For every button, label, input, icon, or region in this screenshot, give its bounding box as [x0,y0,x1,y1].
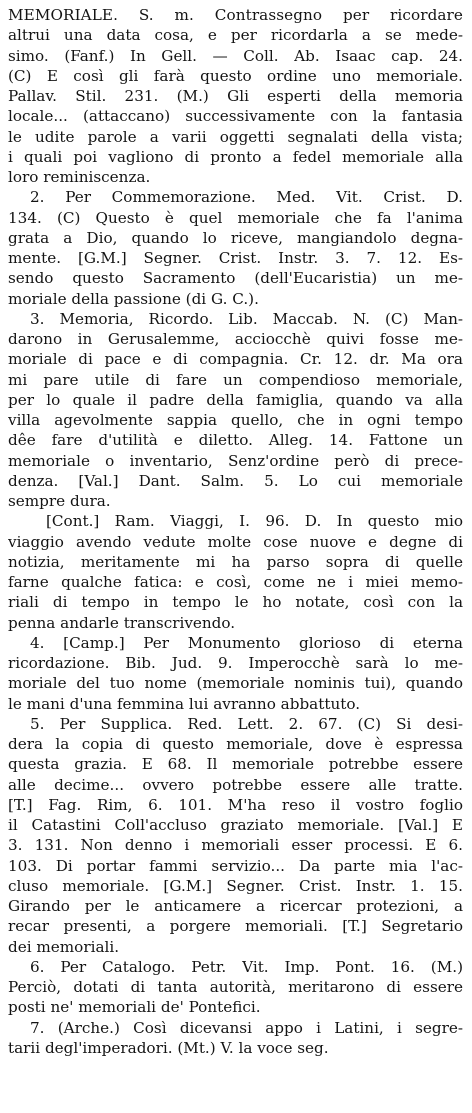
text-line: moriale di pace e di compagnia. Cr. 12. dr. Ma ora [8,350,463,369]
text-line: 3. 131. Non denno i memoriali esser processi. E 6. [8,836,463,855]
sense-4-line: 4. [Camp.] Per Monumento glorioso di eterna [30,633,463,652]
text-line: 134. (C) Questo è quel memoriale che fa l'anima [8,208,463,227]
text-line: 103. Di portar fammi servizio... Da parte mia l'ac- [8,856,463,875]
text-line: farne qualche fatica: e così, come ne i miei memo- [8,573,463,591]
text-line: darono in Gerusalemme, acciocchè quivi fosse me- [8,330,463,348]
sense-7-line: 7. (Arche.) Così dicevansi appo i Latini, i segre- [30,1018,463,1037]
text-line: memoriale o inventario, Senz'ordine però di prece- [8,451,463,470]
text-line: sempre dura. [8,492,111,510]
text-line: recar presenti, a porgere memoriali. [T.] Segretario [8,917,463,936]
text-line: i quali poi vagliono di pronto a fedel memoriale alla [8,147,463,166]
text-line: ricordazione. Bib. Jud. 9. Imperocchè sarà lo me- [8,654,463,672]
text-line: mi pare utile di fare un compendioso memoriale, [8,370,463,389]
text-line: viaggio avendo vedute molte cose nuove e degne di [8,532,463,551]
text-line: posti ne' memoriali de' Pontefici. [8,998,261,1017]
text-line: sendo questo Sacramento (dell'Eucaristia) un me- [8,269,463,288]
text-line: alle decime... ovvero potrebbe essere alle tratte. [8,775,463,794]
entry-headword-line: MEMORIALE. S. m. Contrassegno per ricordare [8,6,463,24]
text-line: le mani d'una femmina lui avranno abbattuto. [8,694,361,713]
text-line: altrui una data cosa, e per ricordarla a se mede- [8,26,463,45]
text-line: questa grazia. E 68. Il memoriale potrebbe essere [8,755,463,774]
text-line: Girando per le anticamere a ricercar protezioni, a [8,897,463,915]
text-line: Perciò, dotati di tanta autorità, meritarono di essere [8,978,463,996]
text-line: (C) E così gli farà questo ordine uno memoriale. [8,66,463,85]
text-line: dei memoriali. [8,937,120,956]
text-line: notizia, meritamente mi ha parso sopra di quelle [8,552,463,571]
text-line: grata a Dio, quando lo riceve, mangiandolo degna- [8,228,463,247]
text-line: loro reminiscenza. [8,168,151,186]
text-line: [T.] Fag. Rim, 6. 101. M'ha reso il vostro foglio [8,795,463,814]
text-line: locale... (attaccano) successivamente con la fantasia [8,107,463,126]
text-line: denza. [Val.] Dant. Salm. 5. Lo cui memoriale [8,471,463,490]
sense-5-line: 5. Per Supplica. Red. Lett. 2. 67. (C) Si desi- [30,714,463,733]
text-line: mente. [G.M.] Segner. Crist. Instr. 3. 7. 12. Es- [8,249,463,267]
text-line: villa agevolmente sappia quello, che in ogni tempo [8,411,463,429]
sense-2-line: 2. Per Commemorazione. Med. Vit. Crist. D. [30,188,463,207]
sense-6-line: 6. Per Catalogo. Petr. Vit. Imp. Pont. 16. (M.) [30,957,463,976]
text-line: tarii degl'imperadori. (Mt.) V. la voce seg. [8,1038,329,1057]
text-line: dêe fare d'utilità e diletto. Alleg. 14. Fattone un [8,431,463,450]
text-line: cluso memoriale. [G.M.] Segner. Crist. Instr. 1. 15. [8,876,463,895]
text-line: penna andarle transcrivendo. [8,613,236,632]
text-line: le udite parole a varii oggetti segnalati della vista; [8,127,463,146]
cont-line: [Cont.] Ram. Viaggi, I. 96. D. In questo mio [46,512,463,531]
text-line: riali di tempo in tempo le ho notate, così con la [8,593,463,612]
sense-3-line: 3. Memoria, Ricordo. Lib. Maccab. N. (C) Man- [30,309,463,328]
text-line: moriale del tuo nome (memoriale nominis tui), quando [8,674,463,693]
text-line: moriale della passione (di G. C.). [8,289,259,308]
text-line: Pallav. Stil. 231. (M.) Gli esperti della memoria [8,87,463,105]
text-line: simo. (Fanf.) In Gell. — Coll. Ab. Isaac cap. 24. [8,46,463,65]
text-line: il Catastini Coll'accluso graziato memoriale. [Val.] E [8,816,463,834]
text-line: per lo quale il padre della famiglia, quando va alla [8,390,463,409]
text-line: dera la copia di questo memoriale, dove è espressa [8,735,463,753]
